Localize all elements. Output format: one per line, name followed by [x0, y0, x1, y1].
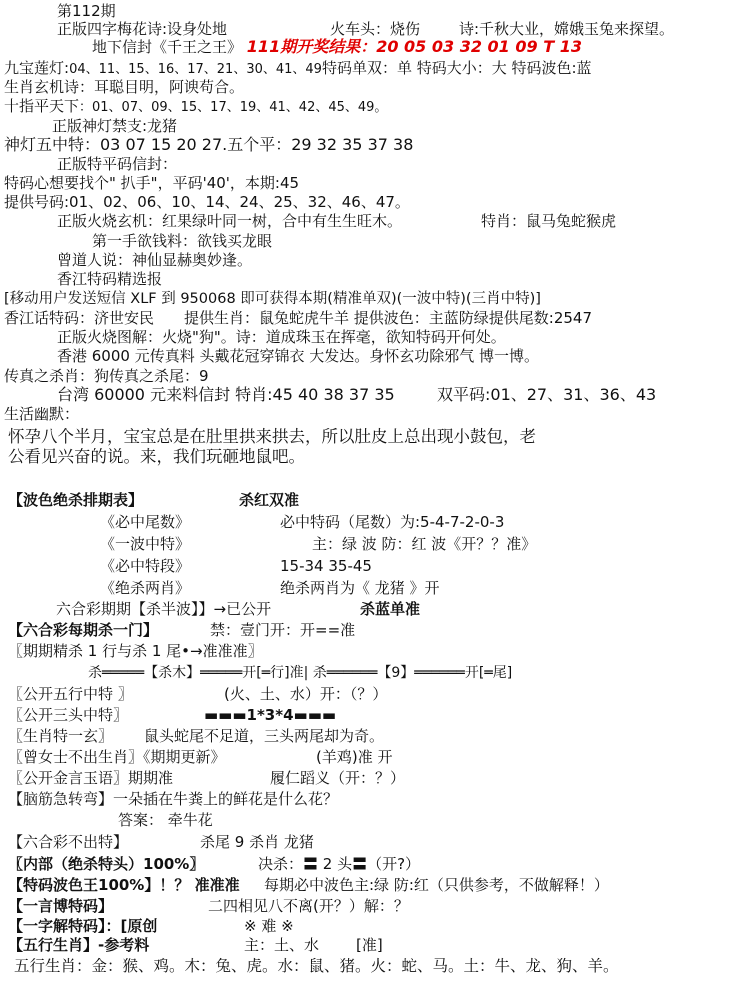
special-segment-value: 15-34 35-45 — [280, 557, 372, 575]
lamp-five-picks: 神灯五中特：03 07 15 20 27.五个平：29 32 35 37 38 — [4, 135, 414, 154]
five-elements-zodiac-accurate: [准] — [356, 936, 383, 954]
one-word-value: 二四相见八不离(开？）解：？ — [208, 897, 409, 915]
wave-kill-schedule-row — [8, 491, 300, 509]
five-elements-row — [8, 685, 388, 703]
provided-zodiacs: 提供生肖：鼠兔蛇虎牛羊 提供波色：主蓝防绿提供尾数:2547 — [184, 309, 592, 327]
kill-one-door-value: 禁：壹门开：开==准 — [210, 621, 356, 639]
pickpocket-riddle: 特码心想要找个" 扒手"，平码'40'，本期:45 — [4, 174, 300, 192]
ten-fingers-label: 十指平天下 — [4, 97, 80, 115]
kill-one-door-label: 【六合彩每期杀一门】 — [8, 621, 159, 639]
five-elements-zodiac-row — [8, 936, 383, 954]
special-zodiacs: 特肖：鼠马兔蛇猴虎 — [481, 212, 617, 230]
ms-zeng-label: 〖曾女士不出生肖〗《期期更新》 — [8, 748, 226, 766]
five-elements-zodiac-label: 【五行生肖】-参考料 — [8, 936, 150, 954]
zodiac-mystery-value: 鼠头蛇尾不足道，三头两尾却为奇。 — [144, 727, 385, 745]
three-heads-value: ▬▬▬1*3*4▬▬▬ — [204, 706, 337, 724]
lotus-lamp-numbers: 04、11、15、16、17、21、30、41、49 — [69, 62, 322, 77]
joke-line-2: 公看见兴奋的说。来，我们玩砸地鼠吧。 — [8, 447, 305, 466]
one-char-value: ※ 难 ※ — [244, 917, 294, 935]
provided-numbers: 提供号码:01、02、06、10、14、24、25、32、46、47。 — [4, 193, 410, 211]
humor-label: 生活幽默： — [4, 405, 80, 423]
wave-kill-schedule: 【波色绝杀排期表】 — [8, 491, 144, 509]
wave-king-label: 【特码波色王100%】！？ 准准准 — [8, 876, 240, 894]
ten-fingers-line — [4, 97, 387, 117]
xiangjiang-talk: 香江话特码：济世安民 — [4, 309, 155, 327]
envelope-line — [92, 38, 582, 56]
internal-kill-row — [8, 855, 421, 873]
taiwan-envelope: 台湾 60000 元来料信封 特肖:45 40 38 37 35 — [57, 385, 395, 404]
first-hand-tip: 第一手欲钱料：欲钱买龙眼 — [92, 232, 273, 250]
one-char-row — [8, 917, 294, 935]
one-wave-value: 主：绿 波 防：红 波《开？？准》 — [312, 535, 537, 553]
zodiac-mystery-label: 〖生肖特一玄〗 — [8, 727, 114, 745]
fire-mystery-line — [57, 212, 617, 230]
no-special-label: 【六合彩不出特】 — [8, 833, 129, 851]
zodiac-mystery-row — [8, 727, 385, 745]
no-special-row — [8, 833, 314, 851]
one-wave-row — [100, 535, 537, 553]
flat-code-envelope: 正版特平码信封： — [57, 155, 178, 173]
lamp-forbidden: 正版神灯禁支:龙猪 — [52, 117, 178, 135]
kill-two-value: 绝杀两肖为《 龙猪 》开 — [280, 579, 440, 597]
xiangjiang-report: 香江特码精选报 — [57, 270, 163, 288]
sms-promo: [移动用户发送短信 XLF 到 950068 即可获得本期(精准单双)(一波中特)(三肖中特)] — [4, 291, 541, 307]
half-wave-row — [56, 600, 421, 618]
taoist-saying: 曾道人说：神仙显赫奥妙逢。 — [57, 251, 253, 269]
kill-one-door-row — [8, 621, 356, 639]
ten-fingers-numbers: ：01、07、09、15、17、19、41、42、45、49。 — [79, 100, 388, 115]
train-head: 火车头：烧伤 — [330, 20, 421, 38]
double-flat-codes: 双平码:01、27、31、36、43 — [437, 385, 657, 404]
fire-diagram: 正版火烧图解：火烧"狗"。诗：道成珠玉在挥毫，欲知特码开何处。 — [57, 328, 506, 346]
underground-envelope: 地下信封《千王之王》 — [92, 38, 243, 56]
taiwan-line — [57, 385, 657, 404]
kill-red-double: 杀红双准 — [239, 491, 300, 509]
internal-kill-value: 决杀：〓 2 头〓（开?） — [258, 855, 421, 873]
one-wave-label: 《一波中特》 — [100, 535, 191, 553]
hk-fax-material: 香港 6000 元传真料 头戴花冠穿锦衣 大发达。身怀玄功除邪气 博一博。 — [57, 347, 540, 365]
one-word-row — [8, 897, 409, 915]
three-heads-row — [8, 706, 337, 724]
xiangjiang-talk-line — [4, 309, 592, 327]
draw-result: 111期开奖结果：20 05 03 32 01 09 T 13 — [246, 37, 582, 56]
poem-text: 诗:千秋大业，嫦娥玉兔来探望。 — [459, 20, 675, 38]
zodiac-mystery-poem: 生肖玄机诗：耳聪目明，阿谀苟合。 — [4, 78, 245, 96]
tail-number-label: 《必中尾数》 — [100, 513, 191, 531]
wave-king-row — [8, 876, 609, 894]
five-elements-value: (火、土、水）开：（？） — [224, 685, 388, 703]
kill-row-tail-values: 杀═════【杀木】═════开[═行]准| 杀══════【9】══════开[═尾] — [88, 665, 513, 681]
special-code-info: 特码单双：单 特码大小：大 特码波色:蓝 — [321, 59, 592, 77]
tail-number-row — [100, 513, 505, 531]
tail-number-value: 必中特码（尾数）为:5-4-7-2-0-3 — [280, 513, 505, 531]
kill-row-tail-title: 〖期期精杀 1 行与杀 1 尾•→准准准〗 — [8, 642, 263, 660]
special-segment-label: 《必中特段》 — [100, 557, 191, 575]
golden-words-label: 〖公开金言玉语〗期期准 — [8, 769, 174, 787]
five-elements-zodiac-main: 主：土、水 — [244, 936, 320, 954]
ms-zeng-row — [8, 748, 393, 766]
wave-king-value: 每期必中波色主:绿 防:红（只供参考，不做解释！） — [264, 876, 609, 894]
fax-kill: 传真之杀肖：狗传真之杀尾：9 — [4, 367, 209, 385]
brain-teaser-answer: 答案： 牵牛花 — [118, 811, 213, 829]
issue-number: 第112期 — [57, 2, 116, 20]
half-wave-label: 六合彩期期【杀半波】】→已公开 — [56, 600, 272, 618]
golden-words-row — [8, 769, 406, 787]
brain-teaser: 【脑筋急转弯】一朵插在牛粪上的鲜花是什么花？ — [8, 790, 339, 808]
lotus-lamp-line — [4, 59, 592, 79]
lotus-lamp-label: 九宝莲灯: — [4, 59, 70, 77]
no-special-value: 杀尾 9 杀肖 龙猪 — [200, 833, 314, 851]
plum-poem: 正版四字梅花诗:设身处地 — [57, 20, 228, 38]
internal-kill-label: 〖内部（绝杀特头）100%〗 — [8, 855, 205, 873]
fire-mystery: 正版火烧玄机：红果绿叶同一树，合中有生生旺木。 — [57, 212, 403, 230]
kill-two-row — [100, 579, 440, 597]
five-elements-label: 〖公开五行中特 〗 — [8, 685, 133, 703]
joke-line-1: 怀孕八个半月，宝宝总是在肚里拱来拱去，所以肚皮上总出现小鼓包，老 — [8, 427, 536, 446]
half-wave-value: 杀蓝单准 — [360, 600, 421, 618]
kill-two-label: 《绝杀两肖》 — [100, 579, 191, 597]
one-word-label: 【一言博特码】 — [8, 897, 114, 915]
five-elements-zodiac-list: 五行生肖：金：猴、鸡。木：兔、虎。水：鼠、猪。火：蛇、马。土：牛、龙、狗、羊。 — [14, 957, 619, 975]
one-char-label: 【一字解特码】：[原创 — [8, 917, 158, 935]
golden-words-value: 履仁蹈义（开：？） — [270, 769, 406, 787]
ms-zeng-value: (羊鸡)准 开 — [316, 748, 393, 766]
plum-poem-line — [57, 20, 675, 38]
special-segment-row — [100, 557, 372, 575]
three-heads-label: 〖公开三头中特〗 — [8, 706, 129, 724]
